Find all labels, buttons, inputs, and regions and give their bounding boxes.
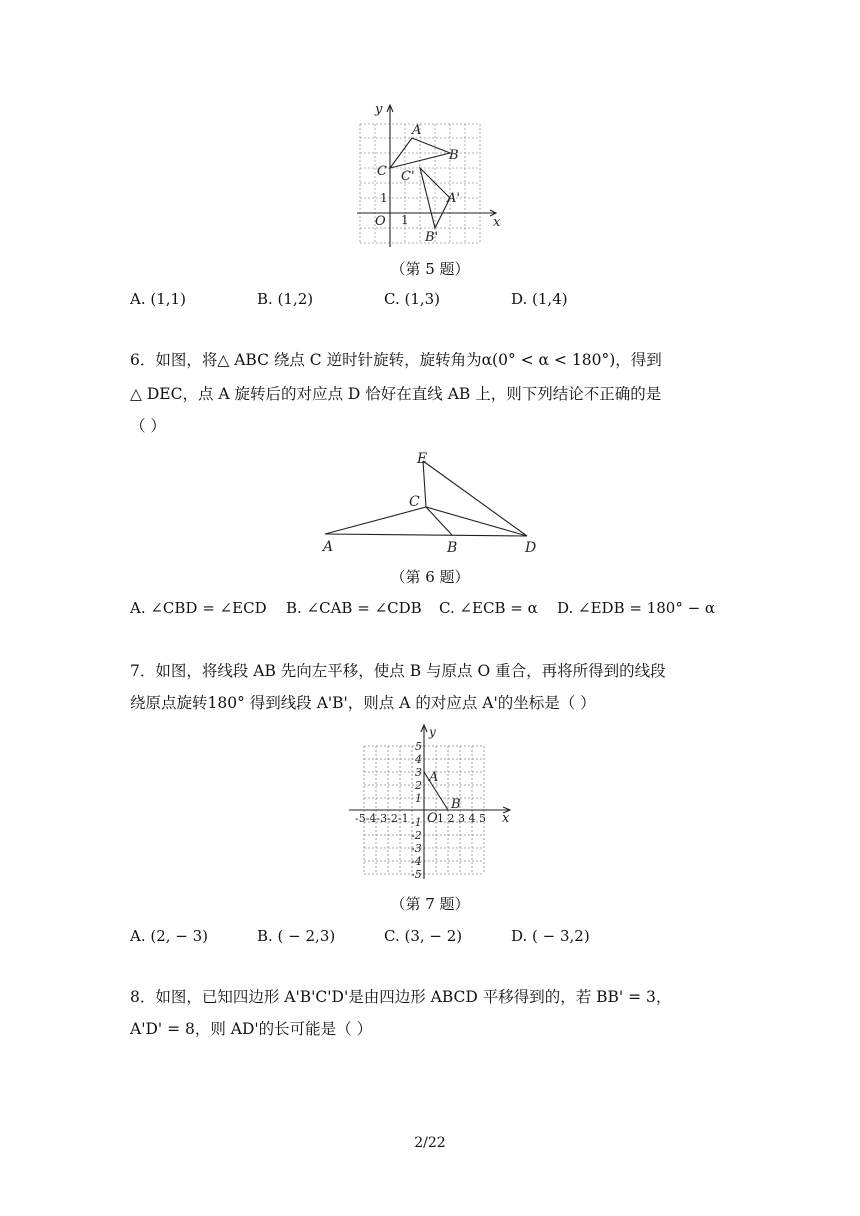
q6-point-b: B <box>447 540 458 556</box>
q5-caption: （第 5 题） <box>390 260 470 278</box>
q7-option-d[interactable]: D. ( − 3,2) <box>511 927 590 945</box>
q6-option-c[interactable]: C. ∠ECB = α <box>439 599 538 617</box>
q6-point-d: D <box>525 540 537 556</box>
q5-option-a[interactable]: A. (1,1) <box>130 290 186 308</box>
q7-y-tick: 3 <box>415 766 422 779</box>
q5-point-b-prime: B' <box>425 230 439 245</box>
q5-point-a-prime: A' <box>447 191 460 206</box>
q5-figure <box>355 100 505 248</box>
page-number: 2/22 <box>414 1135 446 1151</box>
q7-y-tick: -2 <box>411 829 422 842</box>
q7-option-a[interactable]: A. (2, − 3) <box>130 927 209 945</box>
q7-y-tick: -4 <box>411 855 422 868</box>
q5-x-one: 1 <box>401 213 409 227</box>
q7-y-tick: -5 <box>411 868 422 881</box>
q6-option-b[interactable]: B. ∠CAB = ∠CDB <box>286 599 422 617</box>
q5-point-c-prime: C' <box>401 169 415 184</box>
q7-y-tick: -1 <box>411 816 422 829</box>
q6-option-a[interactable]: A. ∠CBD = ∠ECD <box>130 599 267 617</box>
q6-option-d[interactable]: D. ∠EDB = 180° − α <box>557 599 716 617</box>
q8-text-line-2: A'D' = 8，则 AD'的长可能是（ ） <box>130 1020 373 1038</box>
q7-y-tick: 5 <box>415 740 422 753</box>
q7-caption: （第 7 题） <box>390 895 470 913</box>
q6-point-c: C <box>409 494 420 510</box>
q5-option-d[interactable]: D. (1,4) <box>511 290 568 308</box>
q7-text-line-1: 7．如图，将线段 AB 先向左平移，使点 B 与原点 O 重合，再将所得到的线段 <box>130 662 666 680</box>
q7-x-positive-ticks: 1 2 3 4 5 <box>437 812 486 825</box>
q5-point-a: A <box>412 123 422 138</box>
q7-point-b: B <box>451 797 461 812</box>
q7-y-tick: 1 <box>415 792 422 805</box>
q7-y-tick: -3 <box>411 842 422 855</box>
q6-text-line-3: （ ） <box>130 417 166 435</box>
q7-point-a: A <box>429 770 439 785</box>
q7-x-negative-ticks: -5-4-3-2-1 <box>355 812 409 825</box>
q7-x-label: x <box>502 811 510 826</box>
q7-text-line-2: 绕原点旋转180° 得到线段 A'B'，则点 A 的对应点 A'的坐标是（ ） <box>130 694 596 712</box>
q8-text-line-1: 8．如图，已知四边形 A'B'C'D'是由四边形 ABCD 平移得到的，若 BB' = 3， <box>130 988 672 1006</box>
q7-option-b[interactable]: B. ( − 2,3) <box>257 927 336 945</box>
q5-origin-label: O <box>375 214 386 229</box>
q7-y-label: y <box>429 725 436 739</box>
q6-text-line-2: △ DEC，点 A 旋转后的对应点 D 恰好在直线 AB 上，则下列结论不正确的是 <box>130 385 662 403</box>
q5-point-b: B <box>449 148 459 163</box>
q7-y-tick: 2 <box>415 779 422 792</box>
q6-caption: （第 6 题） <box>390 568 470 586</box>
q6-figure <box>315 448 550 558</box>
q7-y-tick: 4 <box>415 753 422 766</box>
q6-point-a: A <box>323 539 334 555</box>
q5-y-label: y <box>375 102 383 117</box>
q7-option-c[interactable]: C. (3, − 2) <box>384 927 463 945</box>
q7-figure <box>345 722 515 882</box>
q5-option-c[interactable]: C. (1,3) <box>384 290 441 308</box>
q5-option-b[interactable]: B. (1,2) <box>257 290 314 308</box>
q5-y-one: 1 <box>380 191 388 205</box>
q6-text-line-1: 6．如图，将△ ABC 绕点 C 逆时针旋转，旋转角为α(0° < α < 180°)，得到 <box>130 351 662 369</box>
q5-point-c: C <box>377 164 387 179</box>
q5-x-label: x <box>493 215 501 230</box>
q6-point-e: E <box>417 451 428 467</box>
q7-origin-label: O <box>427 811 438 826</box>
